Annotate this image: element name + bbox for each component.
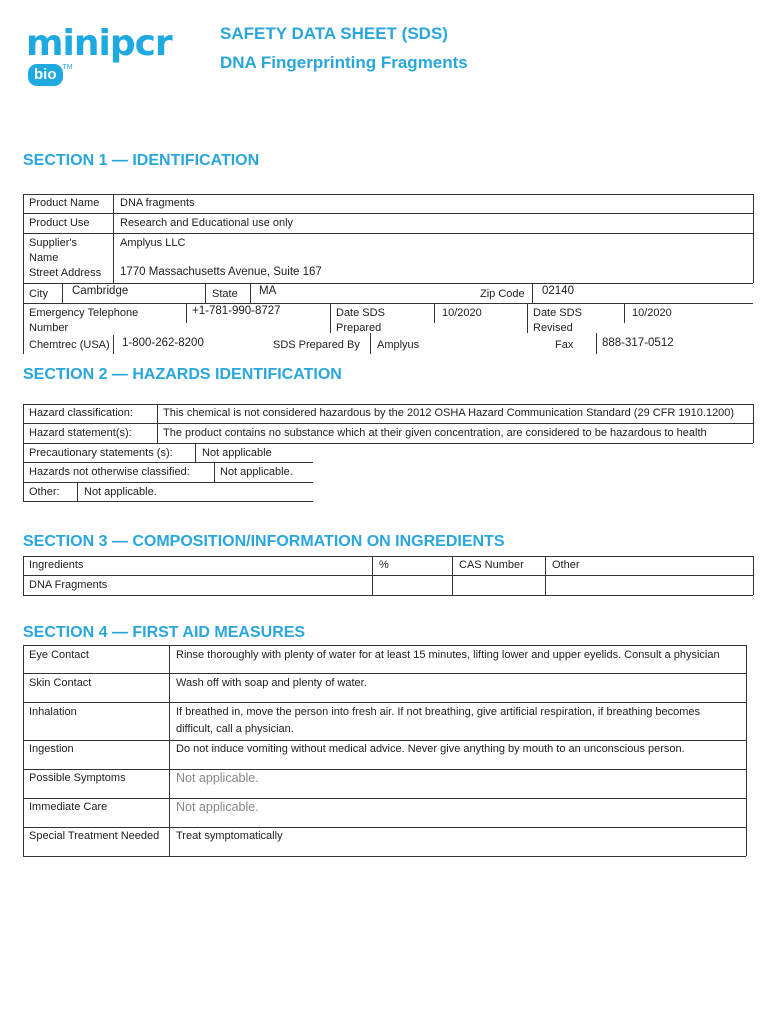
other-value: Not applicable. — [84, 486, 157, 498]
minipcr-bio-logo — [26, 23, 206, 83]
precautionary-statements-value: Not applicable — [202, 447, 272, 459]
eye-contact-label: Eye Contact — [29, 649, 89, 661]
ingestion-label: Ingestion — [29, 743, 74, 755]
ingredients-header: Ingredients — [29, 559, 84, 571]
percent-header: % — [379, 559, 389, 571]
supplier-value: Amplyus LLC — [120, 237, 186, 249]
document-subtitle: DNA Fingerprinting Fragments — [220, 53, 468, 72]
street-address-label: Street Address — [29, 267, 102, 279]
chemtrec-value: 1-800-262-8200 — [122, 337, 204, 349]
city-label: City — [29, 288, 48, 300]
section4-heading: SECTION 4 — FIRST AID MEASURES — [23, 624, 306, 641]
product-name-label: Product Name — [29, 197, 100, 209]
state-value: MA — [259, 285, 277, 297]
prepared-by-value: Amplyus — [377, 339, 420, 351]
zip-code-label: Zip Code — [480, 288, 525, 300]
ingredient-dna-fragments: DNA Fragments — [29, 579, 108, 591]
product-name-value: DNA fragments — [120, 197, 195, 209]
other-header: Other — [552, 559, 580, 571]
emergency-phone-label-line1: Emergency Telephone — [29, 307, 139, 319]
ingestion-value: Do not induce vomiting without medical advice. Never give anything by mouth to an unconscious person. — [176, 743, 685, 755]
section3-heading: SECTION 3 — COMPOSITION/INFORMATION ON INGREDIENTS — [23, 533, 505, 550]
zip-code-value: 02140 — [542, 285, 574, 297]
street-address-value: 1770 Massachusetts Avenue, Suite 167 — [120, 266, 322, 278]
logo-bio-badge: bio — [28, 64, 63, 86]
state-label: State — [212, 288, 238, 300]
city-value: Cambridge — [72, 285, 129, 297]
hazards-not-classified-value: Not applicable. — [220, 466, 293, 478]
section2-heading: SECTION 2 — HAZARDS IDENTIFICATION — [23, 366, 342, 383]
special-treatment-label: Special Treatment Needed — [29, 830, 160, 842]
product-use-value: Research and Educational use only — [120, 217, 294, 229]
date-sds-revised-value: 10/2020 — [632, 307, 672, 319]
supplier-label-line2: Name — [29, 252, 59, 264]
supplier-label-line1: Supplier's — [29, 237, 77, 249]
eye-contact-value: Rinse thoroughly with plenty of water for at least 15 minutes, lifting lower and upper eyelids. Consult a physician — [176, 649, 720, 661]
inhalation-value-line2: difficult, call a physician. — [176, 723, 294, 735]
possible-symptoms-value: Not applicable. — [176, 771, 259, 785]
date-sds-prepared-value: 10/2020 — [442, 307, 482, 319]
cas-number-header: CAS Number — [459, 559, 524, 571]
product-use-label: Product Use — [29, 217, 90, 229]
document-title: SAFETY DATA SHEET (SDS) — [220, 24, 448, 43]
hazard-statement-value: The product contains no substance which at their given concentration, are considered to be hazardous to health — [163, 427, 707, 439]
chemtrec-label: Chemtrec (USA) — [29, 339, 110, 351]
immediate-care-label: Immediate Care — [29, 801, 108, 813]
special-treatment-value: Treat symptomatically — [176, 830, 283, 842]
skin-contact-value: Wash off with soap and plenty of water. — [176, 677, 367, 689]
fax-value: 888-317-0512 — [602, 337, 674, 349]
hazard-classification-label: Hazard classification: — [29, 407, 133, 419]
inhalation-label: Inhalation — [29, 706, 77, 718]
immediate-care-value: Not applicable. — [176, 800, 259, 814]
date-sds-revised-label-line2: Revised — [533, 322, 573, 334]
hazard-statement-label: Hazard statement(s): — [29, 427, 132, 439]
precautionary-statements-label: Precautionary statements (s): — [29, 447, 173, 459]
emergency-phone-value: +1-781-990-8727 — [192, 305, 281, 317]
date-sds-prepared-label-line1: Date SDS — [336, 307, 385, 319]
emergency-phone-label-line2: Number — [29, 322, 69, 334]
hazard-classification-value: This chemical is not considered hazardous by the 2012 OSHA Hazard Communication Standard (29 CFR 1910.1200) — [163, 407, 735, 419]
other-label: Other: — [29, 486, 60, 498]
date-sds-prepared-label-line2: Prepared — [336, 322, 382, 334]
skin-contact-label: Skin Contact — [29, 677, 92, 689]
prepared-by-label: SDS Prepared By — [273, 339, 360, 351]
inhalation-value-line1: If breathed in, move the person into fresh air. If not breathing, give artificial respiration, if breathing becomes — [176, 706, 701, 718]
logo-wordmark: minipcr — [26, 23, 172, 64]
logo-trademark: TM — [62, 64, 73, 71]
section1-heading: SECTION 1 — IDENTIFICATION — [23, 152, 260, 169]
possible-symptoms-label: Possible Symptoms — [29, 772, 126, 784]
date-sds-revised-label-line1: Date SDS — [533, 307, 582, 319]
fax-label: Fax — [555, 339, 574, 351]
hazards-not-classified-label: Hazards not otherwise classified: — [29, 466, 190, 478]
